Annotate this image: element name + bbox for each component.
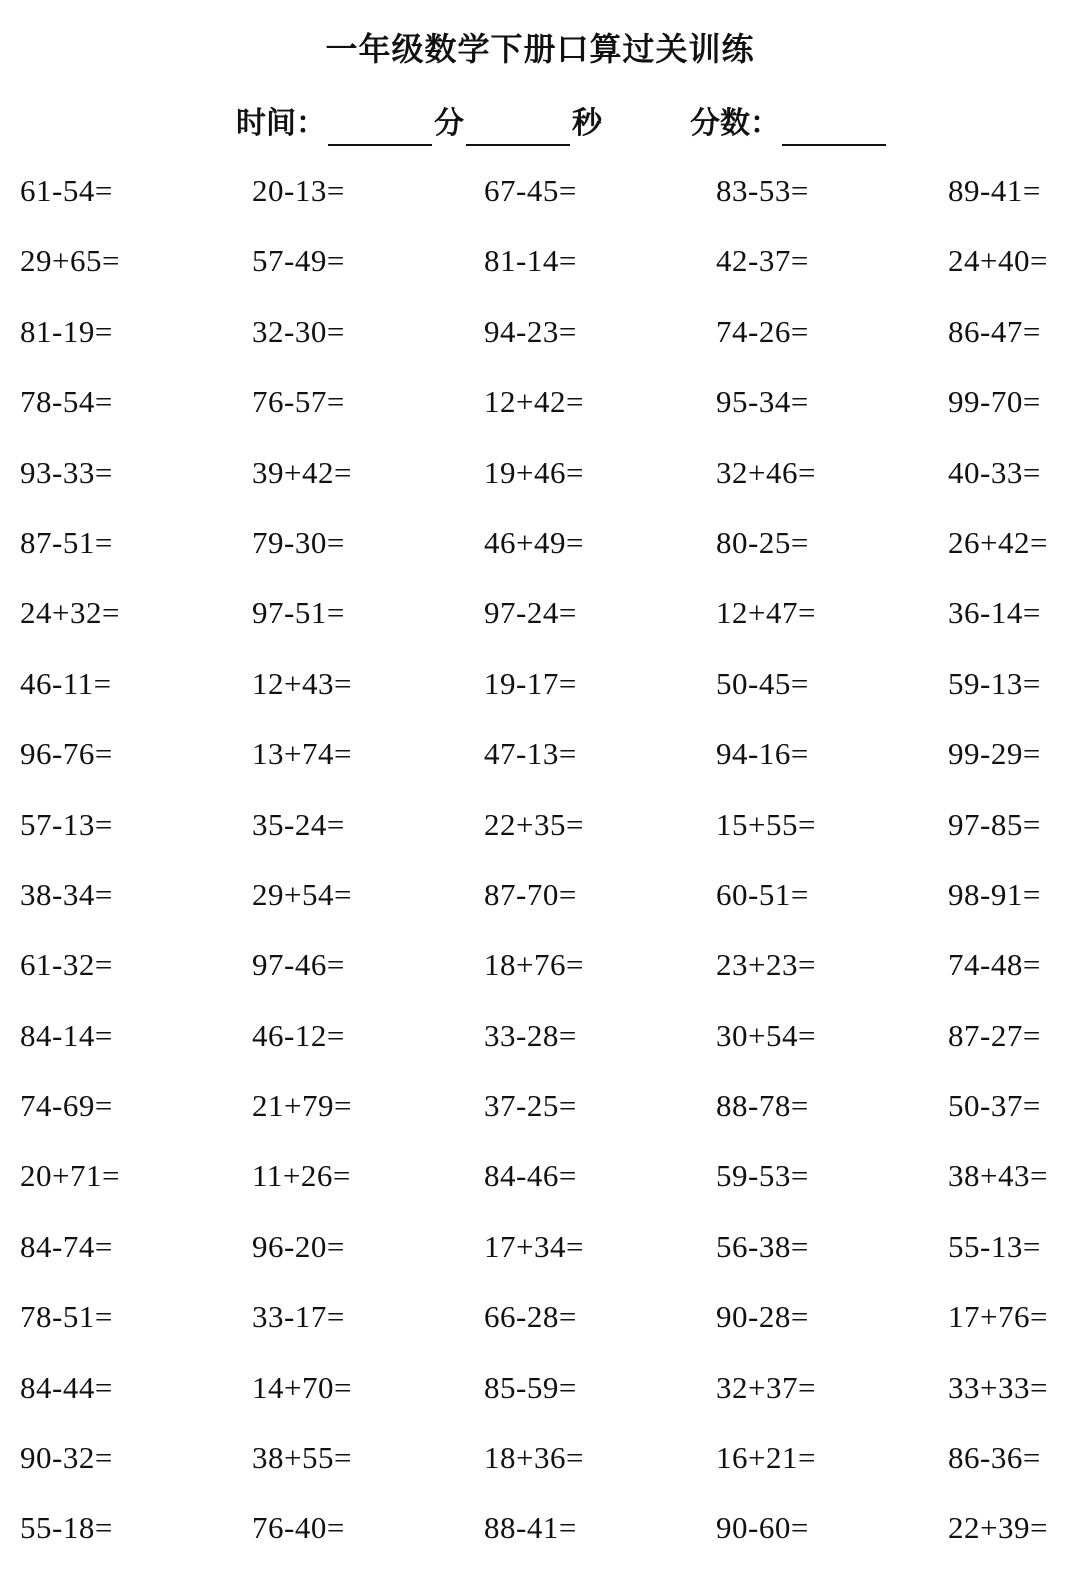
math-problem: 96-20=	[252, 1228, 345, 1264]
math-problem: 86-47=	[948, 313, 1041, 349]
math-problem: 61-54=	[20, 173, 113, 208]
math-problem: 84-14=	[20, 1017, 113, 1053]
math-problem: 40-33=	[948, 454, 1041, 490]
score-blank[interactable]	[782, 110, 886, 146]
math-problem: 12+42=	[484, 384, 584, 420]
math-problem: 32+37=	[716, 1369, 816, 1405]
math-problem: 24+40=	[948, 243, 1048, 279]
math-problem: 99-29=	[948, 736, 1041, 772]
seconds-blank[interactable]	[466, 110, 570, 146]
math-problem: 36-14=	[948, 595, 1041, 631]
math-problem: 11+26=	[252, 1158, 351, 1194]
math-problem: 14+70=	[252, 1369, 352, 1405]
math-problem: 12+47=	[716, 595, 816, 631]
math-problem: 56-38=	[716, 1228, 809, 1264]
math-problem: 86-36=	[948, 1440, 1041, 1476]
math-problem: 66-28=	[484, 1299, 577, 1335]
math-problem: 23+23=	[716, 947, 816, 983]
math-problem: 35-24=	[252, 806, 345, 842]
math-problem: 90-32=	[20, 1440, 113, 1476]
math-problem: 78-51=	[20, 1299, 113, 1335]
math-problem: 39+42=	[252, 454, 352, 490]
math-problem: 83-53=	[716, 173, 809, 208]
math-problem: 21+79=	[252, 1088, 352, 1124]
math-problem: 89-41=	[948, 173, 1041, 208]
math-problem: 33+33=	[948, 1369, 1048, 1405]
math-problem: 47-13=	[484, 736, 577, 772]
math-problem: 74-69=	[20, 1088, 113, 1124]
math-problem: 67-45=	[484, 173, 577, 208]
math-problem: 97-85=	[948, 806, 1041, 842]
math-problem: 90-28=	[716, 1299, 809, 1335]
math-problem: 88-78=	[716, 1088, 809, 1124]
math-problem: 42-37=	[716, 243, 809, 279]
math-problem: 22+35=	[484, 806, 584, 842]
math-problem: 84-74=	[20, 1228, 113, 1264]
math-problem: 46-12=	[252, 1017, 345, 1053]
math-problem: 88-41=	[484, 1510, 577, 1546]
math-problem: 94-16=	[716, 736, 809, 772]
math-problem: 50-37=	[948, 1088, 1041, 1124]
math-problem: 38+55=	[252, 1440, 352, 1476]
math-problem: 90-60=	[716, 1510, 809, 1546]
math-problem: 94-23=	[484, 313, 577, 349]
second-label: 秒	[572, 106, 602, 141]
math-problem: 16+21=	[716, 1440, 816, 1476]
math-problem: 97-46=	[252, 947, 345, 983]
math-problem: 80-25=	[716, 524, 809, 560]
worksheet-title: 一年级数学下册口算过关训练	[325, 30, 755, 68]
math-problem: 13+74=	[252, 736, 352, 772]
math-problem: 84-46=	[484, 1158, 577, 1194]
math-problem: 20+71=	[20, 1158, 120, 1194]
math-problem: 79-30=	[252, 524, 345, 560]
math-problem: 38-34=	[20, 876, 113, 912]
math-problem: 81-19=	[20, 313, 113, 349]
math-problem: 60-51=	[716, 876, 809, 912]
math-problem: 50-45=	[716, 665, 809, 701]
minutes-blank[interactable]	[328, 110, 432, 146]
math-problem: 84-44=	[20, 1369, 113, 1405]
math-problem: 33-17=	[252, 1299, 345, 1335]
math-problem: 87-51=	[20, 524, 113, 560]
math-problem: 99-70=	[948, 384, 1041, 420]
math-problem: 55-18=	[20, 1510, 113, 1546]
math-problem: 20-13=	[252, 173, 345, 208]
math-problem: 32+46=	[716, 454, 816, 490]
math-problem: 97-24=	[484, 595, 577, 631]
math-problem: 19-17=	[484, 665, 577, 701]
math-problem: 61-32=	[20, 947, 113, 983]
math-problem: 81-14=	[484, 243, 577, 279]
math-problem: 85-59=	[484, 1369, 577, 1405]
math-problem: 12+43=	[252, 665, 352, 701]
math-problem: 55-13=	[948, 1228, 1041, 1264]
time-label: 时间：	[236, 106, 326, 141]
math-problem: 74-26=	[716, 313, 809, 349]
math-problem: 46+49=	[484, 524, 584, 560]
math-problem: 87-27=	[948, 1017, 1041, 1053]
math-problem: 98-91=	[948, 876, 1041, 912]
math-problem: 32-30=	[252, 313, 345, 349]
math-problem: 95-34=	[716, 384, 809, 420]
math-problem: 33-28=	[484, 1017, 577, 1053]
math-problem: 93-33=	[20, 454, 113, 490]
math-problem: 30+54=	[716, 1017, 816, 1053]
minute-label: 分	[434, 106, 464, 141]
math-problem: 38+43=	[948, 1158, 1048, 1194]
math-problem: 22+39=	[948, 1510, 1048, 1546]
problem-grid	[20, 156, 1060, 1564]
math-problem: 29+65=	[20, 243, 120, 279]
math-problem: 18+36=	[484, 1440, 584, 1476]
math-problem: 97-51=	[252, 595, 345, 631]
math-problem: 57-13=	[20, 806, 113, 842]
math-problem: 17+76=	[948, 1299, 1048, 1335]
math-problem: 74-48=	[948, 947, 1041, 983]
math-problem: 46-11=	[20, 665, 112, 701]
math-problem: 15+55=	[716, 806, 816, 842]
math-problem: 76-57=	[252, 384, 345, 420]
math-problem: 59-53=	[716, 1158, 809, 1194]
math-problem: 26+42=	[948, 524, 1048, 560]
math-problem: 96-76=	[20, 736, 113, 772]
math-problem: 18+76=	[484, 947, 584, 983]
math-problem: 37-25=	[484, 1088, 577, 1124]
math-problem: 87-70=	[484, 876, 577, 912]
header-info-line	[236, 96, 888, 146]
math-problem: 57-49=	[252, 243, 345, 279]
score-label: 分数：	[690, 106, 780, 141]
math-problem: 76-40=	[252, 1510, 345, 1546]
math-problem: 59-13=	[948, 665, 1041, 701]
math-problem: 78-54=	[20, 384, 113, 420]
math-problem: 29+54=	[252, 876, 352, 912]
math-problem: 19+46=	[484, 454, 584, 490]
math-problem: 17+34=	[484, 1228, 584, 1264]
math-problem: 24+32=	[20, 595, 120, 631]
